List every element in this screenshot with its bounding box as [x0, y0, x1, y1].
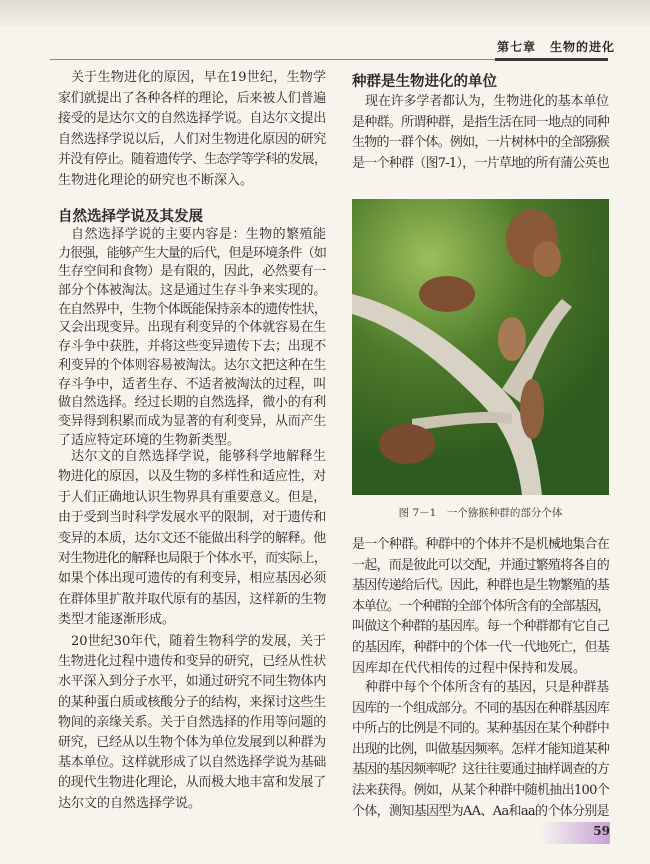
text-line: 并没有停止。随着遗传学、生态学等学科的发展， — [58, 152, 326, 168]
text-line: 个体，测知基因型为AA、Aa和aa的个体分别是 — [352, 803, 609, 819]
running-header — [497, 38, 615, 55]
macaque-4 — [498, 317, 526, 361]
paragraph — [58, 632, 326, 814]
text-line: 基本单位。这样就形成了以自然选择学说为基础 — [58, 755, 326, 771]
text-line: 本单位。一个种群的全部个体所含有的全部基因， — [352, 598, 609, 614]
text-line: 是一个种群（图7-1），一片草地的所有蒲公英也 — [352, 155, 609, 171]
tree-branch-lower — [412, 412, 512, 431]
text-line: 研究，已经从以生物个体为单位发展到以种群为 — [58, 734, 326, 750]
text-line: 一起，而是彼此可以交配，并通过繁殖将各自的 — [352, 557, 609, 573]
text-line: 了适应特定环境的生物新类型。 — [58, 432, 241, 448]
header-rule-thin — [50, 59, 495, 60]
paragraph — [58, 68, 326, 192]
text-line: 种群中每个个体所含有的基因，只是种群基 — [365, 680, 609, 695]
paragraph — [352, 92, 609, 174]
text-line: 的基因库，种群中的个体一代一代地死亡，但基 — [352, 639, 609, 655]
section-heading: 种群是生物进化的单位 — [352, 74, 497, 90]
text-line: 物间的亲缘关系。关于自然选择的作用等问题的 — [58, 714, 326, 730]
section-heading: 自然选择学说及其发展 — [58, 209, 203, 225]
text-line: 自然选择学说的主要内容是：生物的繁殖能 — [71, 227, 326, 242]
text-line: 的现代生物进化理论，从而极大地丰富和发展了 — [58, 775, 326, 791]
text-line: 存斗争中，适者生存、不适者被淘汰的过程，叫 — [58, 376, 326, 392]
chapter-number: 第七章 — [497, 40, 537, 54]
text-line: 类型才能逐渐形成。 — [58, 612, 176, 628]
text-line: 达尔文的自然选择学说。 — [58, 795, 202, 811]
text-line: 法来获得。例如，从某个种群中随机抽出100个 — [352, 782, 609, 798]
text-line: 中所占的比例是不同的。某种基因在某个种群中 — [352, 721, 609, 737]
text-line: 关于生物进化的原因，早在19世纪，生物学 — [71, 70, 326, 85]
text-line: 由于受到当时科学发展水平的限制，对于遗传和 — [58, 510, 326, 526]
text-line: 现在许多学者都认为，生物进化的基本单位 — [365, 94, 609, 109]
text-line: 达尔文的自然选择学说，能够科学地解释生 — [71, 449, 326, 464]
chapter-title: 生物的进化 — [550, 40, 616, 54]
macaque-2 — [533, 241, 561, 277]
text-line: 力很强，能够产生大量的后代，但是环境条件（如 — [58, 245, 326, 261]
text-line: 基因传递给后代。因此，种群也是生物繁殖的基 — [352, 578, 609, 594]
text-line: 做自然选择。经过长期的自然选择，微小的有利 — [58, 395, 326, 411]
paragraph — [58, 447, 326, 631]
text-line: 在群体里扩散并取代原有的基因，这样新的生物 — [58, 591, 326, 607]
text-line: 存斗争中获胜，并将这些变异遗传下去；出现不 — [58, 339, 326, 355]
text-line: 因库却在代代相传的过程中保持和发展。 — [352, 660, 587, 676]
macaque-tree-illustration — [352, 199, 609, 495]
text-line: 是种群。所谓种群，是指生活在同一地点的同种 — [352, 114, 609, 130]
figure-caption: 图 7－1 一个猕猴种群的部分个体 — [398, 507, 563, 519]
text-line: 基因的基因频率呢？这往往要通过抽样调查的方 — [352, 762, 609, 778]
text-line: 部分个体被淘汰。这是通过生存斗争来实现的。 — [58, 283, 326, 299]
paragraph — [58, 226, 326, 450]
text-line: 生物进化理论的研究也不断深入。 — [58, 172, 254, 188]
figure-macaque-photo — [352, 199, 609, 495]
text-line: 物进化的原因，以及生物的多样性和适应性，对 — [58, 469, 326, 485]
page-number: 59 — [540, 822, 610, 844]
macaque-5 — [520, 379, 544, 439]
text-line: 生物的一群个体。例如，一片树林中的全部猕猴 — [352, 135, 609, 151]
text-line: 对生物进化的解释也局限于个体水平，而实际上， — [58, 550, 326, 566]
text-line: 水平深入到分子水平，如通过研究不同生物体内 — [58, 674, 326, 690]
text-line: 变异的本质，达尔文还不能做出科学的解释。他 — [58, 530, 326, 546]
scan-top-band — [0, 0, 650, 26]
text-line: 如果个体出现可遗传的有利变异，相应基因必须 — [58, 571, 326, 587]
text-line: 在自然界中，生物个体既能保持亲本的遗传性状， — [58, 301, 326, 317]
text-line: 生存空间和食物）是有限的，因此，必然要有一 — [58, 264, 326, 280]
text-line: 是一个种群。种群中的个体并不是机械地集合在 — [352, 537, 609, 552]
text-line: 接受的是达尔文的自然选择学说。自达尔文提出 — [58, 111, 326, 127]
paragraph — [352, 535, 609, 679]
text-line: 生物进化过程中遗传和变异的研究，已经从性状 — [58, 654, 326, 670]
text-line: 自然选择学说以后，人们对生物进化原因的研究 — [58, 131, 326, 147]
text-line: 于人们正确地认识生物界具有重要意义。但是， — [58, 489, 326, 505]
text-line: 又会出现变异。出现有利变异的个体就容易在生 — [58, 320, 326, 336]
text-line: 家们就提出了各种各样的理论，后来被人们普遍 — [58, 90, 326, 106]
text-line: 出现的比例，叫做基因频率。怎样才能知道某种 — [352, 741, 609, 757]
text-line: 利变异的个体则容易被淘汰。达尔文把这种在生 — [58, 357, 326, 373]
text-line: 20世纪30年代，随着生物科学的发展，关于 — [71, 634, 326, 649]
text-line: 叫做这个种群的基因库。每一个种群都有它自己 — [352, 619, 609, 635]
header-rule-thick — [495, 58, 608, 61]
text-line: 因库的一个组成部分。不同的基因在种群基因库 — [352, 700, 609, 716]
paragraph — [352, 678, 609, 822]
macaque-3 — [419, 276, 475, 312]
text-line: 的某种蛋白质或核酸分子的结构，来探讨这些生 — [58, 694, 326, 710]
macaque-6 — [379, 424, 435, 464]
text-line: 变异得到积累而成为显著的有利变异，从而产生 — [58, 413, 326, 429]
